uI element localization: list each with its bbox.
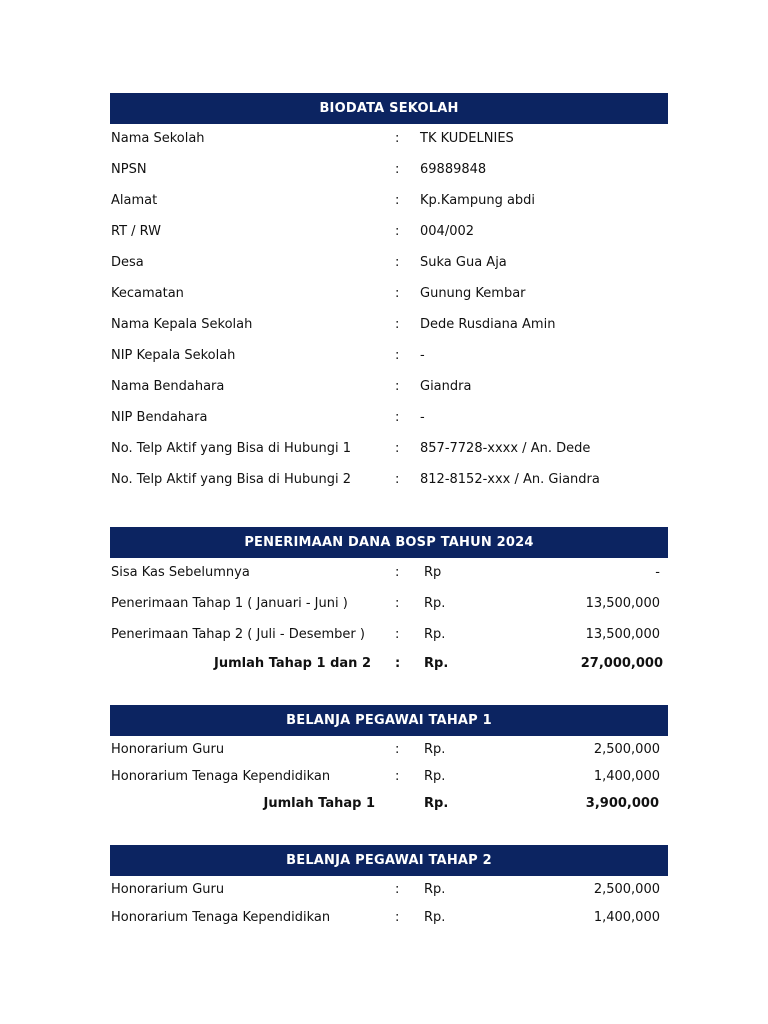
row-separator: : [395,472,400,487]
row-label: Sisa Kas Sebelumnya [111,565,250,580]
row-separator: : [395,596,400,611]
row-value: 857-7728-xxxx / An. Dede [420,441,591,456]
row-value: - [420,410,425,425]
row-separator: : [395,286,400,301]
biodata-row-desa [110,253,668,273]
row-value: 812-8152-xxx / An. Giandra [420,472,600,487]
row-value: 004/002 [420,224,475,239]
row-amount: 1,400,000 [593,769,660,784]
row-label: Nama Sekolah [111,131,205,146]
row-separator: : [395,131,400,146]
row-separator: : [395,769,400,784]
row-label: Nama Bendahara [111,379,225,394]
biodata-row-nip-bendahara [110,408,668,428]
row-label: Penerimaan Tahap 1 ( Januari - Juni ) [111,596,348,611]
row-label: Alamat [111,193,158,208]
row-value: Kp.Kampung abdi [420,193,536,208]
row-label: No. Telp Aktif yang Bisa di Hubungi 1 [111,441,351,456]
row-currency: Rp. [424,769,446,784]
penerimaan-total-row [110,654,668,674]
belanja-2-row-tendik [110,908,668,928]
row-value: Suka Gua Aja [420,255,507,270]
row-label: Kecamatan [111,286,184,301]
row-label: Desa [111,255,144,270]
row-currency: Rp [424,565,442,580]
biodata-header: BIODATA SEKOLAH [110,93,668,124]
total-label: Jumlah Tahap 1 [263,796,375,811]
row-currency: Rp. [424,627,446,642]
row-currency: Rp. [424,882,446,897]
row-separator: : [395,565,400,580]
belanja-tahap-1-header: BELANJA PEGAWAI TAHAP 1 [110,705,668,736]
row-currency: Rp. [424,742,446,757]
row-separator: : [395,224,400,239]
row-label: RT / RW [111,224,162,239]
biodata-row-telp-1 [110,439,668,459]
row-amount: 13,500,000 [585,596,660,611]
total-currency: Rp. [424,796,449,811]
row-separator: : [395,162,400,177]
biodata-row-bendahara [110,377,668,397]
row-label: Nama Kepala Sekolah [111,317,253,332]
row-label: No. Telp Aktif yang Bisa di Hubungi 2 [111,472,351,487]
row-label: Honorarium Tenaga Kependidikan [111,910,331,925]
belanja-1-row-guru [110,740,668,760]
row-amount: 2,500,000 [593,742,660,757]
row-label: Penerimaan Tahap 2 ( Juli - Desember ) [111,627,365,642]
total-currency: Rp. [424,656,449,671]
row-separator: : [395,317,400,332]
row-separator: : [395,410,400,425]
row-separator: : [395,742,400,757]
penerimaan-header: PENERIMAAN DANA BOSP TAHUN 2024 [110,527,668,558]
biodata-row-alamat [110,191,668,211]
row-label: NPSN [111,162,147,177]
row-value: Dede Rusdiana Amin [420,317,556,332]
biodata-row-nama-sekolah [110,129,668,149]
biodata-row-nip-kepala [110,346,668,366]
penerimaan-row-tahap-2 [110,625,668,645]
biodata-row-rt-rw [110,222,668,242]
belanja-1-row-tendik [110,767,668,787]
row-amount: 1,400,000 [593,910,660,925]
row-separator: : [395,882,400,897]
penerimaan-row-sisa-kas [110,563,668,583]
row-separator: : [395,348,400,363]
penerimaan-row-tahap-1 [110,594,668,614]
row-value: Gunung Kembar [420,286,526,301]
row-value: 69889848 [420,162,487,177]
total-separator: : [395,656,401,671]
row-separator: : [395,379,400,394]
row-separator: : [395,193,400,208]
row-amount: 2,500,000 [593,882,660,897]
row-currency: Rp. [424,596,446,611]
row-amount: - [655,565,660,580]
biodata-row-kecamatan [110,284,668,304]
row-currency: Rp. [424,910,446,925]
row-separator: : [395,627,400,642]
row-separator: : [395,910,400,925]
total-label: Jumlah Tahap 1 dan 2 [214,656,371,671]
total-amount: 3,900,000 [585,796,659,811]
row-label: NIP Bendahara [111,410,208,425]
biodata-row-npsn [110,160,668,180]
row-label: NIP Kepala Sekolah [111,348,236,363]
belanja-2-row-guru [110,880,668,900]
row-value: - [420,348,425,363]
belanja-tahap-2-header: BELANJA PEGAWAI TAHAP 2 [110,845,668,876]
biodata-row-kepala-sekolah [110,315,668,335]
row-value: TK KUDELNIES [420,131,514,146]
row-label: Honorarium Guru [111,742,225,757]
total-amount: 27,000,000 [580,656,663,671]
row-label: Honorarium Tenaga Kependidikan [111,769,331,784]
belanja-1-total-row [110,794,668,814]
biodata-row-telp-2 [110,470,668,490]
row-separator: : [395,255,400,270]
row-amount: 13,500,000 [585,627,660,642]
row-separator: : [395,441,400,456]
row-value: Giandra [420,379,472,394]
row-label: Honorarium Guru [111,882,225,897]
